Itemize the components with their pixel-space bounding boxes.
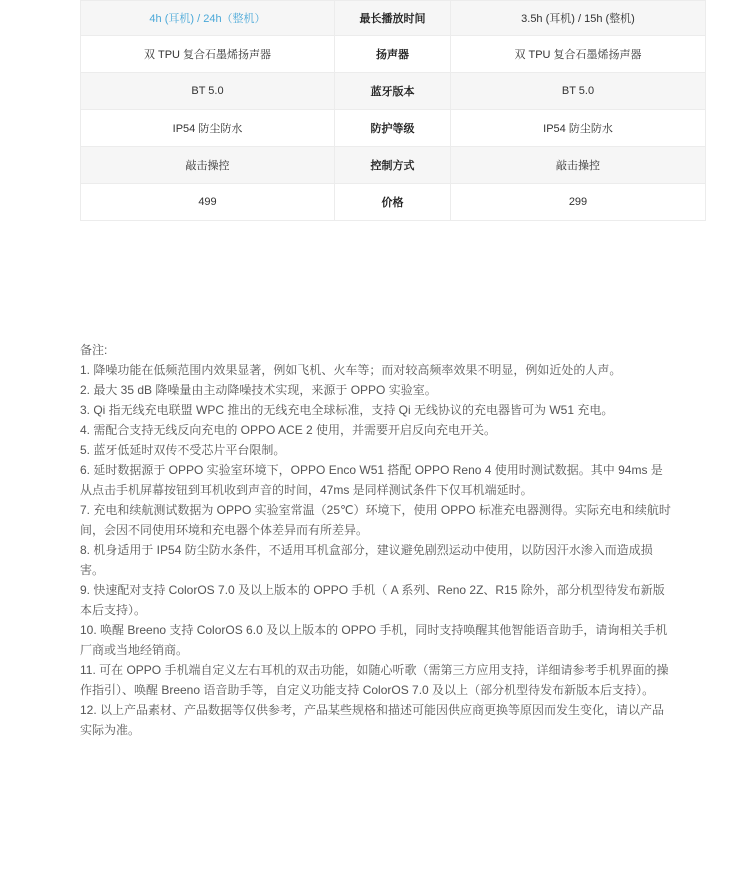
right-product-value: IP54 防尘防水 xyxy=(451,110,706,147)
spec-comparison-table xyxy=(80,0,706,221)
spec-label: 扬声器 xyxy=(335,36,451,73)
table-row xyxy=(81,36,706,73)
footnote-item: 4. 需配合支持无线反向充电的 OPPO ACE 2 使用，并需要开启反向充电开关。 xyxy=(80,423,497,437)
footnote-item: 10. 唤醒 Breeno 支持 ColorOS 6.0 及以上版本的 OPPO 手机，同时支持唤醒其他智能语音助手，请询相关手机厂商或当地经销商。 xyxy=(80,623,668,657)
footnote-item: 7. 充电和续航测试数据为 OPPO 实验室常温（25℃）环境下，使用 OPPO 标准充电器测得。实际充电和续航时间，会因不同使用环境和充电器个体差异而有所差异。 xyxy=(80,503,671,537)
right-product-value: BT 5.0 xyxy=(451,73,706,110)
spec-label: 防护等级 xyxy=(335,110,451,147)
left-product-value: 敲击操控 xyxy=(81,147,335,184)
footnote-item: 11. 可在 OPPO 手机端自定义左右耳机的双击功能，如随心听歌（需第三方应用支持，详细请参考手机界面的操作指引）、唤醒 Breeno 语音助手等，自定义功能支持 ColorOS 7.0 及以上（部分机型待发布新版本后支持）。 xyxy=(80,663,669,697)
footnote-item: 12. 以上产品素材、产品数据等仅供参考，产品某些规格和描述可能因供应商更换等原因而发生变化，请以产品实际为准。 xyxy=(80,703,665,737)
footnote-item: 3. Qi 指无线充电联盟 WPC 推出的无线充电全球标准，支持 Qi 无线协议的充电器皆可为 W51 充电。 xyxy=(80,403,614,417)
spec-label: 蓝牙版本 xyxy=(335,73,451,110)
left-product-value: BT 5.0 xyxy=(81,73,335,110)
left-product-value: 4h (耳机) / 24h（整机） xyxy=(81,1,335,36)
left-product-value: 双 TPU 复合石墨烯扬声器 xyxy=(81,36,335,73)
table-row xyxy=(81,147,706,184)
footnote-item: 6. 延时数据源于 OPPO 实验室环境下，OPPO Enco W51 搭配 OPPO Reno 4 使用时测试数据。其中 94ms 是从点击手机屏幕按钮到耳机收到声音的时间，47ms 是同样测试条件下仅耳机端延时。 xyxy=(80,463,663,497)
footnotes-heading: 备注: xyxy=(80,343,108,357)
table-row xyxy=(81,184,706,221)
right-product-value: 双 TPU 复合石墨烯扬声器 xyxy=(451,36,706,73)
right-product-value: 3.5h (耳机) / 15h (整机) xyxy=(451,1,706,36)
right-product-value: 敲击操控 xyxy=(451,147,706,184)
table-row xyxy=(81,1,706,36)
footnote-item: 9. 快速配对支持 ColorOS 7.0 及以上版本的 OPPO 手机（ A 系列、Reno 2Z、R15 除外，部分机型待发布新版本后支持）。 xyxy=(80,583,665,617)
spec-label: 最长播放时间 xyxy=(335,1,451,36)
right-product-value: 299 xyxy=(451,184,706,221)
footnote-item: 8. 机身适用于 IP54 防尘防水条件，不适用耳机盒部分，建议避免剧烈运动中使用，以防因汗水渗入而造成损害。 xyxy=(80,543,653,577)
table-row xyxy=(81,110,706,147)
left-product-value: 499 xyxy=(81,184,335,221)
footnotes xyxy=(80,340,672,740)
left-product-value: IP54 防尘防水 xyxy=(81,110,335,147)
spec-label: 控制方式 xyxy=(335,147,451,184)
footnote-item: 5. 蓝牙低延时双传不受芯片平台限制。 xyxy=(80,443,286,457)
footnote-item: 1. 降噪功能在低频范围内效果显著，例如飞机、火车等；而对较高频率效果不明显，例如近处的人声。 xyxy=(80,363,622,377)
spec-label: 价格 xyxy=(335,184,451,221)
footnote-item: 2. 最大 35 dB 降噪量由主动降噪技术实现，来源于 OPPO 实验室。 xyxy=(80,383,437,397)
table-row xyxy=(81,73,706,110)
